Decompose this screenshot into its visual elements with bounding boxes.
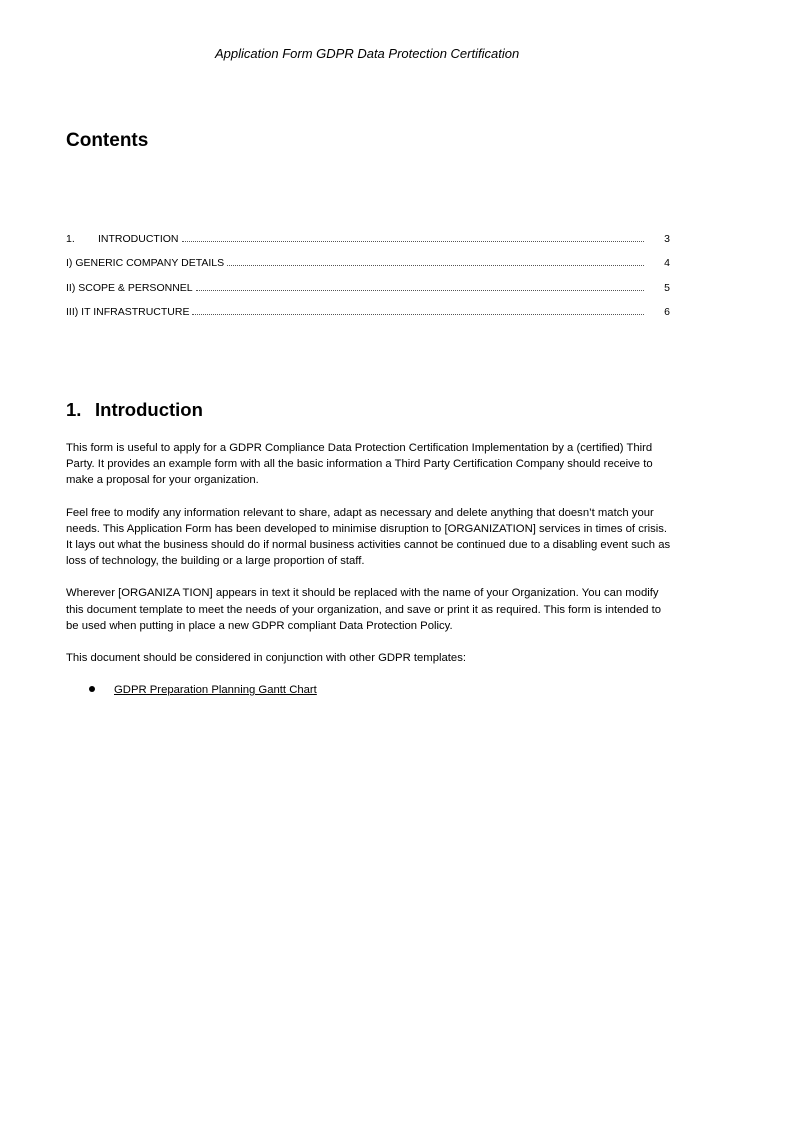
toc-entry-it-infrastructure[interactable] (66, 301, 670, 325)
toc-entry-label: INTRODUCTION (98, 233, 179, 245)
toc-dot-leader (182, 228, 645, 242)
paragraph: Wherever [ORGANIZA TION] appears in text it should be replaced with the name of your Organization. You can modify this document template to meet the needs of your organization, and save or print it as required. This form is intended to be used when putting in place a new GDPR compliant Data Protection Policy. (66, 587, 662, 632)
templates-list (66, 682, 676, 698)
bullet-icon (89, 686, 95, 692)
toc-dot-leader (227, 252, 644, 266)
gdpr-gantt-chart-link[interactable]: GDPR Preparation Planning Gantt Chart (114, 684, 317, 697)
toc-entry-page: 6 (664, 305, 670, 318)
section-heading-introduction (66, 399, 203, 421)
toc-entry-label: II) SCOPE & PERSONNEL (66, 281, 193, 294)
toc-entry-generic-company-details[interactable] (66, 252, 670, 276)
toc-dot-leader (192, 301, 644, 315)
section-title: Introduction (95, 399, 203, 420)
toc-entry-introduction[interactable] (66, 228, 670, 252)
section-number: 1. (66, 399, 82, 420)
paragraph: Feel free to modify any information relevant to share, adapt as necessary and delete anything that doesn’t match your needs. This Application Form has been developed to minimise disruption to [ORGANIZATION] services in times of crisis. It lays out what the business should do if normal business activities cannot be continued due to a disabling event such as loss of technology, the building or a large proportion of staff. (66, 506, 671, 568)
toc-entry-label: I) GENERIC COMPANY DETAILS (66, 257, 225, 270)
toc-entry-label: III) IT INFRASTRUCTURE (66, 305, 190, 318)
toc-title: Contents (66, 130, 149, 151)
toc-entry-number: 1. (66, 233, 75, 245)
toc-entry-scope-personnel[interactable] (66, 277, 670, 301)
toc-entry-page: 5 (664, 281, 670, 294)
paragraph: This form is useful to apply for a GDPR Compliance Data Protection Certification Implementation by a (certified) Third Party. It provides an example form with all the basic information a Third Party Certification Company should receive to make a proposal for your organization. (66, 442, 653, 487)
introduction-body (66, 440, 676, 698)
toc-dot-leader (196, 277, 644, 291)
list-item (89, 682, 676, 698)
table-of-contents (66, 228, 670, 325)
toc-entry-page: 3 (664, 233, 670, 245)
toc-entry-page: 4 (664, 257, 670, 270)
page-header-title: Application Form GDPR Data Protection Certification (215, 46, 520, 61)
paragraph: This document should be considered in conjunction with other GDPR templates: (66, 652, 466, 665)
